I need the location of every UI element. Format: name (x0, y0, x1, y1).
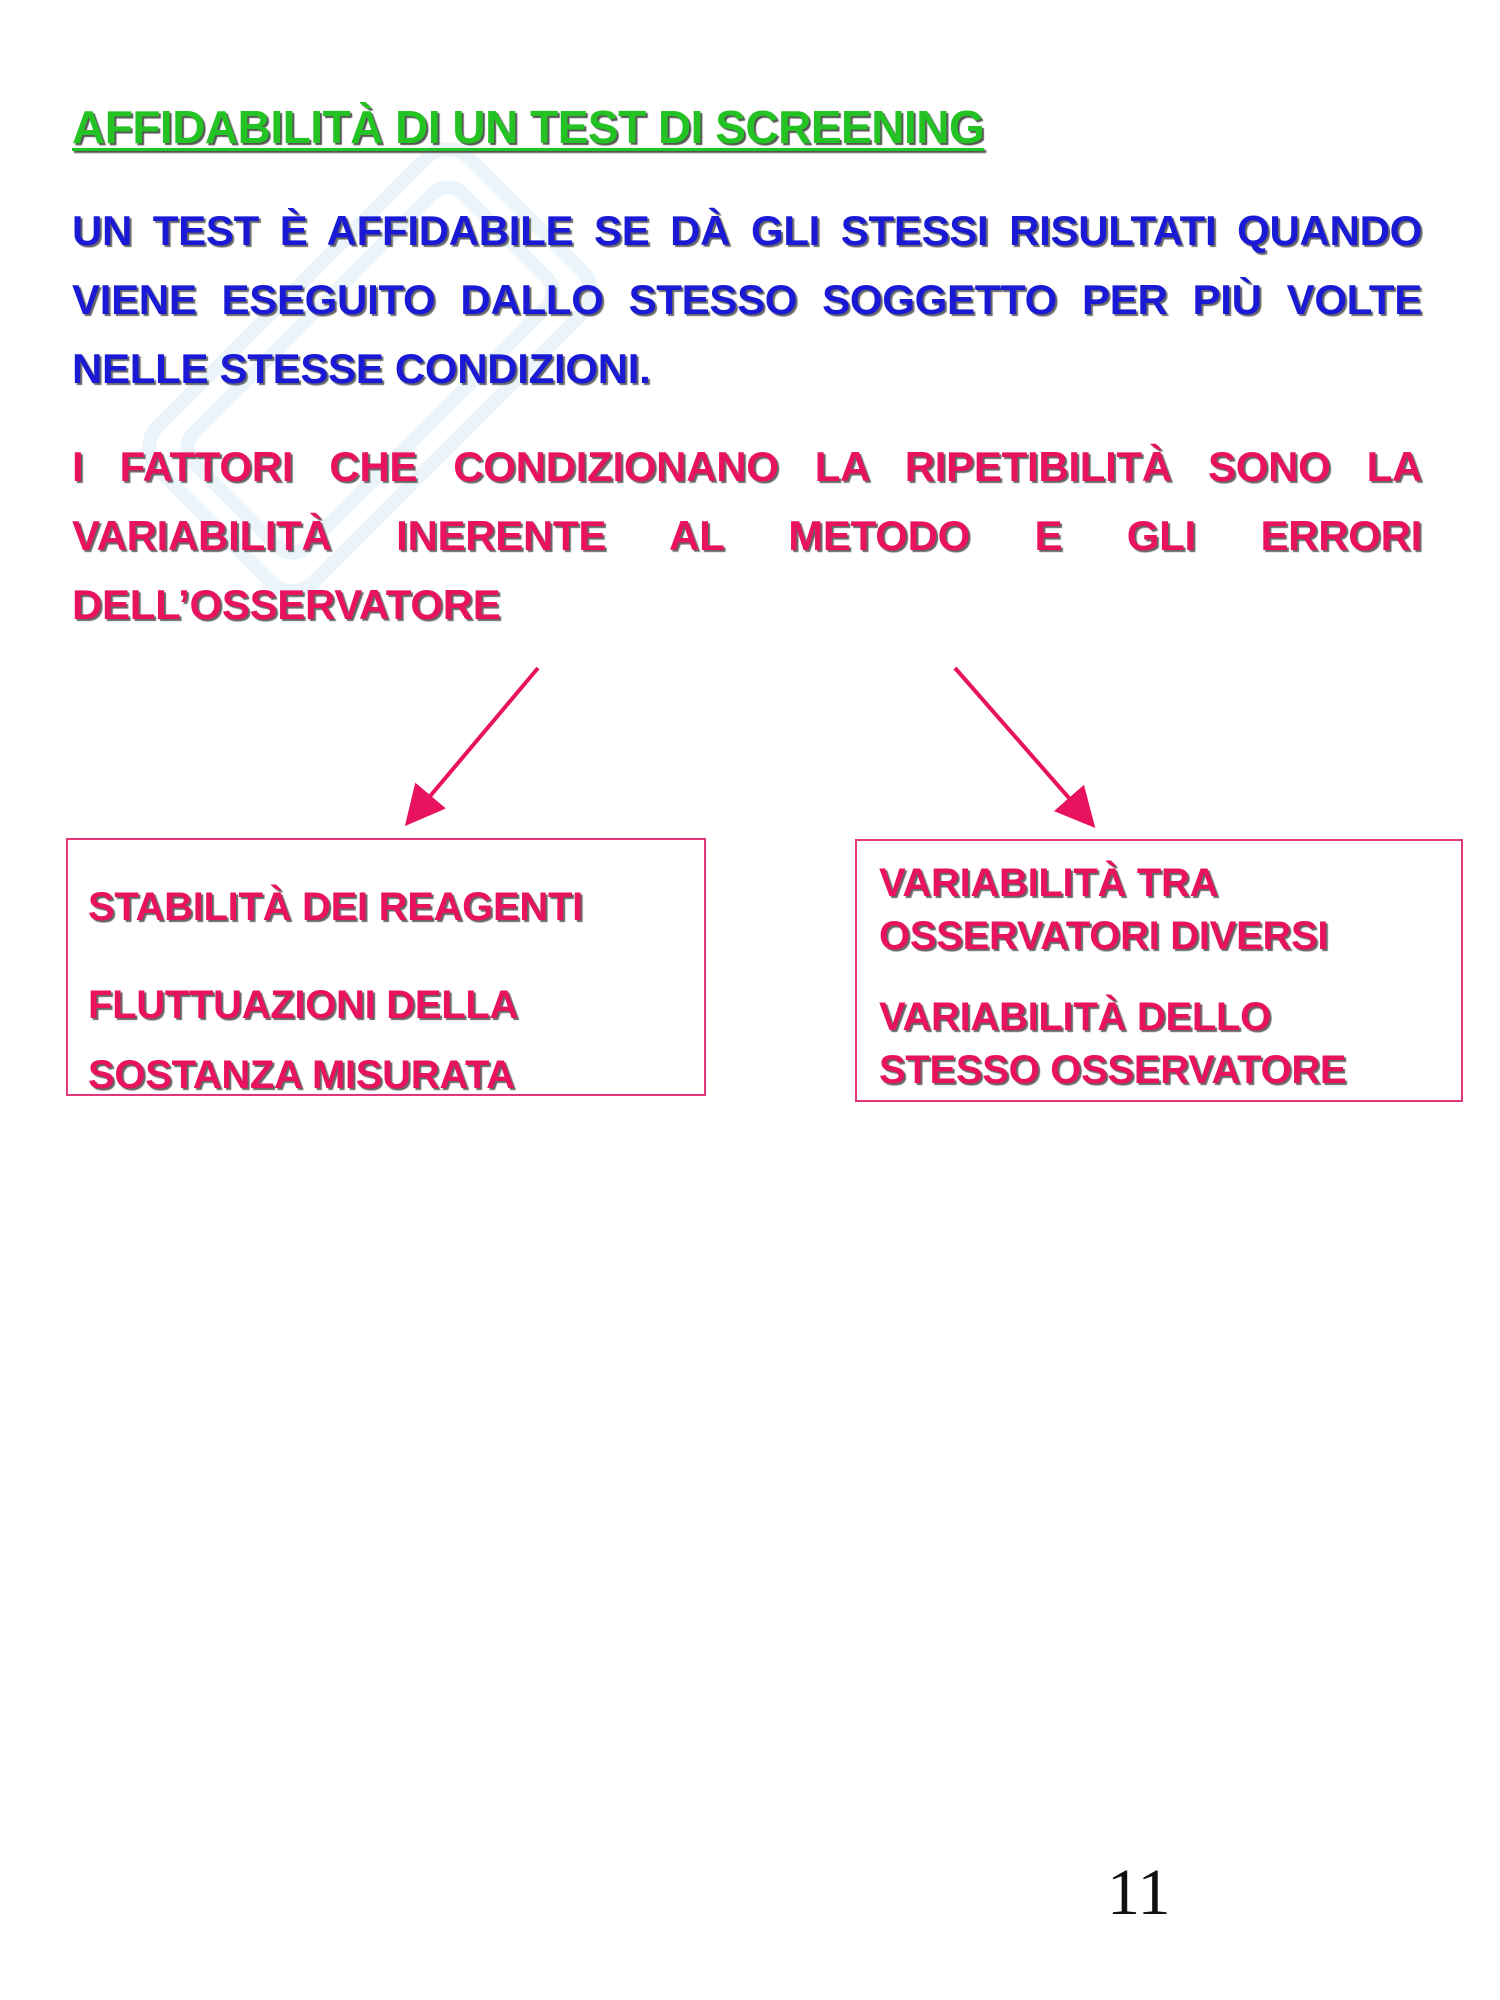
definition-paragraph: UN TEST È AFFIDABILE SE DÀ GLI STESSI RISULTATI QUANDO VIENE ESEGUITO DALLO STESSO SOGGETTO PER PIÙ VOLTE NELLE STESSE CONDIZIONI. (72, 207, 1422, 392)
factors-paragraph: I FATTORI CHE CONDIZIONANO LA RIPETIBILITÀ SONO LA VARIABILITÀ INERENTE AL METODO E GLI ERRORI DELL’OSSERVATORE (72, 443, 1422, 628)
inter-observer-line2: OSSERVATORI DIVERSI (879, 914, 1329, 958)
reagent-stability-text: STABILITÀ DEI REAGENTI (88, 885, 583, 929)
fluctuations-line2: SOSTANZA MISURATA (88, 1053, 515, 1097)
intra-observer-line2: STESSO OSSERVATORE (879, 1048, 1347, 1092)
method-variability-box (66, 838, 706, 1096)
inter-observer-line1: VARIABILITÀ TRA (879, 861, 1219, 905)
fluctuations-line1: FLUTTUAZIONI DELLA (88, 983, 519, 1027)
observer-errors-box (855, 839, 1463, 1102)
intra-observer-line1: VARIABILITÀ DELLO (879, 995, 1271, 1039)
page-title: AFFIDABILITÀ DI UN TEST DI SCREENING (72, 101, 985, 153)
page-number: 11 (1107, 1856, 1171, 1929)
arrow-right (955, 668, 1090, 822)
arrow-left (410, 668, 538, 820)
